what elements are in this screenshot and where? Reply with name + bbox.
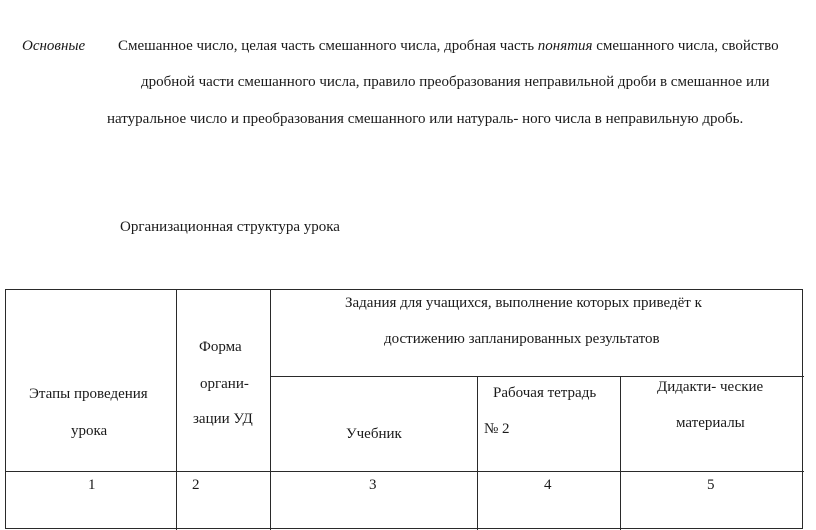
col1-header-line1: Этапы проведения <box>29 386 148 402</box>
group-header-line1: Задания для учащихся, выполнение которых приведёт к <box>345 295 702 311</box>
table-divider-col4 <box>477 376 478 530</box>
col4-header-line1: Рабочая тетрадь <box>493 385 597 401</box>
section-title: Организационная структура урока <box>120 219 340 235</box>
col-number-5: 5 <box>707 477 715 493</box>
col5-header-line1: Дидакти- ческие <box>657 379 764 395</box>
keywords-line3: натуральное число и преобразования смешанного или натураль- ного числа в неправильную дробь. <box>107 111 744 127</box>
col2-header-line1: Форма <box>199 339 242 355</box>
table-divider-col2 <box>176 290 177 530</box>
table-divider-col3 <box>270 290 271 530</box>
keywords-text-b: понятия <box>537 38 593 54</box>
col2-header-line3: зации УД <box>193 411 253 427</box>
col5-header-line2: материалы <box>676 415 745 431</box>
col-number-3: 3 <box>369 477 377 493</box>
group-header-line2: достижению запланированных результатов <box>384 331 660 347</box>
col4-header-line2: № 2 <box>484 421 510 437</box>
keywords-line2: дробной части смешанного числа, правило преобразования неправильной дроби в смешанное или <box>141 74 770 90</box>
col2-header-line2: органи- <box>200 376 249 392</box>
col1-header-line2: урока <box>71 423 108 439</box>
keywords-label: Основные <box>22 38 86 54</box>
col-number-4: 4 <box>544 477 552 493</box>
keywords-line1 <box>118 38 779 55</box>
col-number-2: 2 <box>192 477 200 493</box>
col3-header: Учебник <box>346 426 402 442</box>
table-divider-col5 <box>620 376 621 530</box>
lesson-structure-table <box>5 289 803 529</box>
keywords-text-a: Смешанное число, целая часть смешанного числа, дробная часть <box>118 38 535 54</box>
col-number-1: 1 <box>88 477 96 493</box>
table-subheader-line <box>270 376 804 377</box>
table-header-bottom-line <box>6 471 804 472</box>
keywords-text-c: смешанного числа, свойство <box>596 38 779 54</box>
